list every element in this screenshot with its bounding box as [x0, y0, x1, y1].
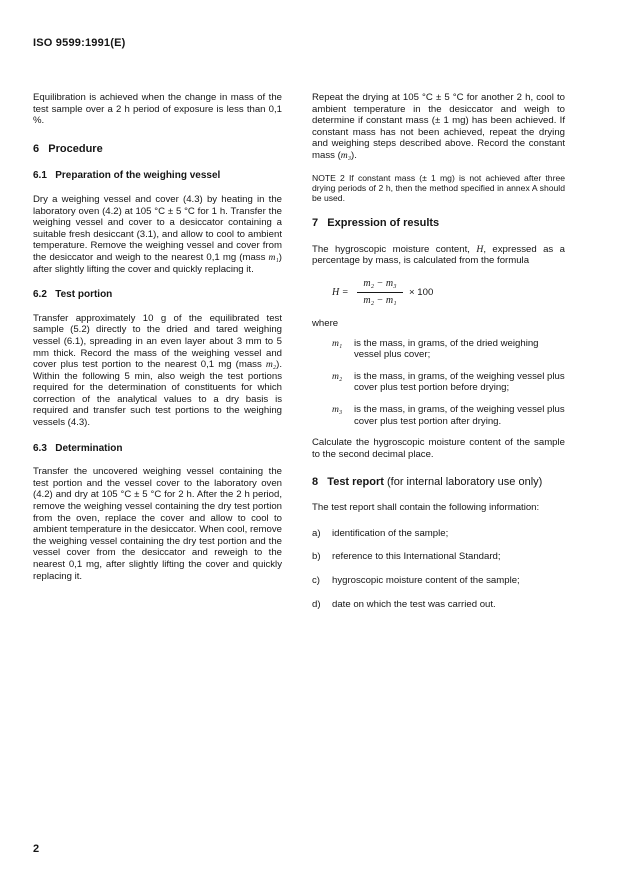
- section-number: 6.1: [33, 170, 47, 182]
- definition-text: is the mass, in grams, of the weighing vessel plus cover plus test portion after drying.: [354, 403, 565, 427]
- formula-numerator: m₂ − m₃: [363, 277, 397, 289]
- section-6-1-heading: [33, 170, 282, 182]
- section-6-3-text: Transfer the uncovered weighing vessel containing the test portion and the vessel cover to the laboratory oven (4.2) and dry at 105 °C ± 5 °C for 2 h. After the 2 h period, remove the weighing vessel containing the dry test portion from the oven, replace the cover and allow to cool to ambient temperature in the desiccator. When cool, remove the weighing vessel containing the dry test portion and the vessel cover from the desiccator and reweigh to the nearest 0,1 mg, after slightly lifting the cover and quickly replacing it.: [33, 466, 282, 582]
- fraction-bar: [357, 292, 403, 293]
- text-run: ). Within the following 5 min, also weigh the test portions required for the determination of constituents for which correction of the analytical values to a dry basis is required and transfer such test portions to the weighing vessels (4.3).: [33, 359, 282, 429]
- definition-symbol: m₃: [332, 403, 343, 415]
- standard-id-header: ISO 9599:1991(E): [33, 37, 126, 49]
- moisture-symbol: H: [476, 243, 484, 255]
- text-run: , expressed as a percentage by mass, is calculated from the formula: [312, 243, 565, 267]
- report-item-c: [312, 575, 565, 587]
- section-title: Preparation of the weighing vessel: [55, 170, 221, 182]
- section-6-2-text: [33, 313, 282, 429]
- section-number: 6.2: [33, 289, 47, 301]
- section-6-2-heading: [33, 289, 282, 301]
- equilibration-paragraph: Equilibration is achieved when the change in mass of the test sample over a 2 h period of exposure is less than 0,1 %.: [33, 92, 282, 127]
- definition-m2: [312, 371, 565, 394]
- section-title: Test report: [327, 476, 384, 489]
- item-label: b): [312, 551, 321, 563]
- section-7-text: [312, 244, 565, 267]
- formula-denominator: m₂ − m₁: [363, 294, 397, 306]
- report-item-d: [312, 599, 565, 611]
- text-run: Transfer approximately 10 g of the equilibrated test sample (5.2) directly to the dried and tared weighing vessel (6.1), spreading in an even layer about 3 mm to 5 mm thick. Record the mass of the weighing vessel and cover plus test portion to the nearest 0,1 mg (mass: [33, 312, 282, 371]
- definition-m3: [312, 404, 565, 427]
- formula-lhs: H =: [332, 286, 349, 298]
- section-number: 7: [312, 217, 319, 230]
- item-text: date on which the test was carried out.: [332, 598, 496, 610]
- section-8-text: The test report shall contain the following information:: [312, 502, 540, 514]
- mass-symbol: m₁: [268, 251, 279, 263]
- moisture-formula: [312, 275, 565, 313]
- text-run: ).: [351, 149, 357, 161]
- item-label: c): [312, 575, 320, 587]
- formula-factor: × 100: [409, 286, 434, 298]
- definition-symbol: m₁: [332, 337, 343, 349]
- page-number: 2: [33, 843, 40, 855]
- mass-symbol: m₃: [340, 149, 352, 161]
- section-title: Procedure: [48, 142, 103, 155]
- section-6-1-text: [33, 194, 282, 275]
- section-title: Expression of results: [327, 217, 440, 230]
- section-number: 6.3: [33, 442, 47, 454]
- item-text: reference to this International Standard;: [332, 551, 501, 563]
- note-2: NOTE 2 If constant mass (± 1 mg) is not achieved after three drying periods of 2 h, then the method specified in annex A should be used.: [312, 172, 565, 203]
- mass-symbol: m₂: [265, 359, 277, 371]
- section-7-heading: [312, 218, 565, 230]
- section-8-heading: [312, 475, 565, 490]
- section-number: 8: [312, 476, 319, 489]
- right-column: [312, 92, 565, 610]
- left-column: [33, 92, 282, 582]
- definition-m1: [312, 338, 565, 361]
- repeat-drying-paragraph: [312, 92, 565, 162]
- section-6-3-heading: [33, 443, 282, 455]
- section-title: Test portion: [55, 289, 113, 301]
- where-label: where: [312, 317, 339, 329]
- section-title-suffix: (for internal laboratory use only): [387, 476, 543, 489]
- item-text: identification of the sample;: [332, 527, 449, 539]
- text-run: Dry a weighing vessel and cover (4.3) by heating in the laboratory oven (4.2) at 105 °C ± 5 °C for 1 h. Transfer the weighing vessel and cover to a desiccator containing a suitable fresh desiccant (3.1), and allow to cool to ambient temperature. Remove the weighing vessel and cover from the desiccator and weigh to the nearest 0,1 mg (mass: [33, 193, 282, 263]
- report-item-a: [312, 528, 565, 540]
- definition-symbol: m₂: [332, 370, 343, 382]
- text-run: ) after slightly lifting the cover and quickly replacing it.: [33, 251, 282, 275]
- text-run: Repeat the drying at 105 °C ± 5 °C for another 2 h, cool to ambient temperature in the desiccator and weigh to determine if constant mass (± 1 mg) has been achieved. If constant mass has not been achieved, repeat the drying and weighing steps described above. Record the constant mass (: [312, 92, 565, 161]
- definition-text: is the mass, in grams, of the dried weighing vessel plus cover;: [354, 337, 539, 361]
- item-label: d): [312, 598, 321, 610]
- section-6-heading: [33, 144, 282, 156]
- section-number: 6: [33, 142, 40, 155]
- calculation-paragraph: Calculate the hygroscopic moisture content of the sample to the second decimal place.: [312, 437, 565, 460]
- section-title: Determination: [55, 442, 123, 454]
- item-text: hygroscopic moisture content of the sample;: [332, 575, 520, 587]
- definition-text: is the mass, in grams, of the weighing vessel plus cover plus test portion before drying;: [354, 370, 565, 394]
- report-item-b: [312, 551, 565, 563]
- item-label: a): [312, 527, 321, 539]
- text-run: The hygroscopic moisture content,: [312, 243, 477, 255]
